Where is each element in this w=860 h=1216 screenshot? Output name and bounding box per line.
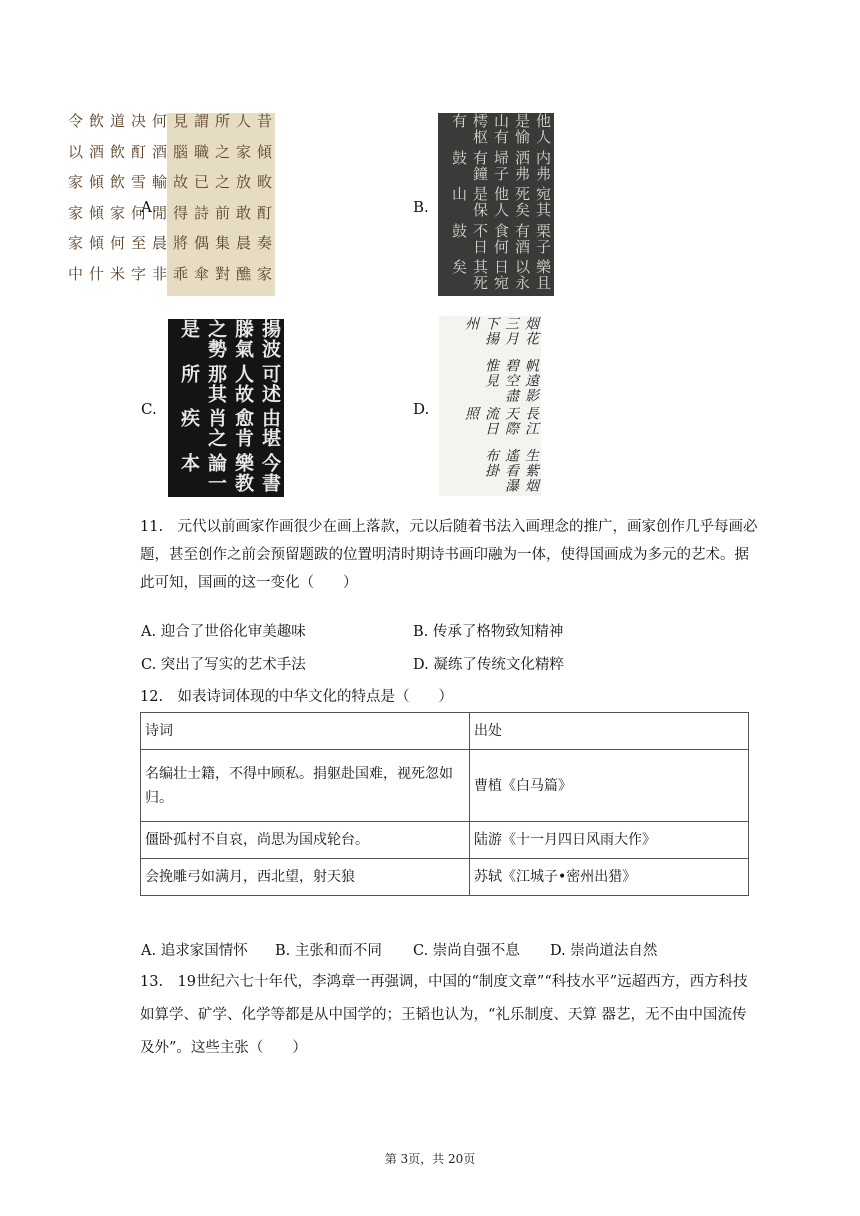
table-cell-source: 陆游《十一月四日风雨大作》 [470, 822, 749, 859]
calligraphy-column: 可述人故那其所 [178, 363, 281, 404]
calligraphy-column: 傾家之職腦酒酊飲酒以 [66, 143, 273, 160]
table-header-row [141, 713, 749, 750]
q12-choice-c[interactable]: C. 崇尚自强不息 [413, 943, 520, 959]
q11-choice-d[interactable]: D. 凝练了传统文化精粹 [413, 657, 564, 673]
q12-choice-a[interactable]: A. 追求家国情怀 [141, 943, 248, 959]
table-row [141, 859, 749, 896]
calligraphy-column: 他人是愉山有樗枢有 [450, 113, 552, 145]
calligraphy-column: 昔人所謂見何决道飲令 [66, 113, 273, 129]
q12-choice-d[interactable]: D. 崇尚道法自然 [550, 943, 658, 959]
table-cell-poem: 僵卧孤村不自哀，尚思为国戍轮台。 [141, 822, 470, 859]
calligraphy-column: 宛其死矣他人是保山 [450, 186, 552, 219]
calligraphy-column: 畋放之已故輸雪飲傾家 [66, 174, 273, 190]
calligraphy-column: 酊敢前詩得閒何家傾家 [66, 204, 273, 221]
page-number: 第 3页，共 20页 [384, 1152, 476, 1166]
calligraphy-column: 奏晨集偶將晨至何傾家 [66, 235, 273, 251]
question-12-stem: 12. 如表诗词体现的中华文化的特点是（ ） [140, 689, 454, 705]
calligraphy-image-a [66, 113, 275, 296]
table-cell-poem: 名编壮士籍，不得中顾私。捐躯赴国难，视死忽如归。 [141, 750, 470, 822]
calligraphy-column: 烟花三月下揚州 [463, 316, 539, 346]
table-cell-source: 曹植《白马篇》 [470, 750, 749, 822]
option-b-letter: B. [413, 198, 429, 216]
calligraphy-column: 樂且以永日宛其死矣 [450, 259, 552, 292]
calligraphy-image-b [438, 113, 554, 296]
option-c-letter: C. [141, 400, 157, 418]
question-13-stem: 13. 19世纪六七十年代，李鸿章一再强调，中国的“制度文章”“科技水平”远超西方，西方科技如算学、矿学、化学等都是从中国学的；王韬也认为，“礼乐制度、天算 器艺，无不由中国流传及外”。这些主张（ ） [140, 974, 748, 1056]
option-d-letter: D. [413, 400, 430, 418]
table-row [141, 822, 749, 859]
table-cell-poem: 会挽雕弓如满月，西北望，射天狼 [141, 859, 470, 896]
calligraphy-column: 内弗洒弗埽子有鐘鼓 [450, 149, 552, 182]
q11-choice-a[interactable]: A. 迎合了世俗化审美趣味 [141, 624, 306, 640]
calligraphy-image-d [439, 316, 541, 496]
calligraphy-column: 今書樂教論一本 [178, 452, 281, 493]
poem-table [140, 712, 749, 896]
q11-choice-b[interactable]: B. 传承了格物致知精神 [413, 624, 564, 640]
table-cell-source: 苏轼《江城子•密州出猎》 [470, 859, 749, 896]
calligraphy-image-c [168, 319, 284, 497]
table-row [141, 750, 749, 822]
table-header-source: 出处 [470, 713, 749, 750]
option-a-letter: A. [141, 198, 157, 216]
calligraphy-column: 帆遠影碧空盡惟見 [483, 358, 539, 403]
calligraphy-column: 家醮對傘乖非字米什中 [66, 265, 273, 282]
q12-choice-b[interactable]: B. 主张和而不同 [275, 943, 382, 959]
calligraphy-column: 由堪愈肯肖之疾 [178, 408, 281, 448]
calligraphy-column: 揚波滕氣之勢是 [178, 319, 281, 359]
calligraphy-column: 栗子有酒食何不日鼓 [450, 222, 552, 255]
calligraphy-column: 生紫烟遙看瀑布掛 [483, 448, 539, 493]
table-header-poem: 诗词 [141, 713, 470, 750]
calligraphy-column: 長江天際流日照 [463, 406, 539, 436]
question-11-stem: 11. 元代以前画家作画很少在画上落款，元以后随着书法入画理念的推广，画家创作几乎每画必题，甚至创作之前会预留题跋的位置明清时期诗书画印融为一体，使得国画成为多元的艺术。据此可知，国画的这一变化（ ） [140, 519, 758, 591]
q11-choice-c[interactable]: C. 突出了写实的艺术手法 [141, 657, 306, 673]
